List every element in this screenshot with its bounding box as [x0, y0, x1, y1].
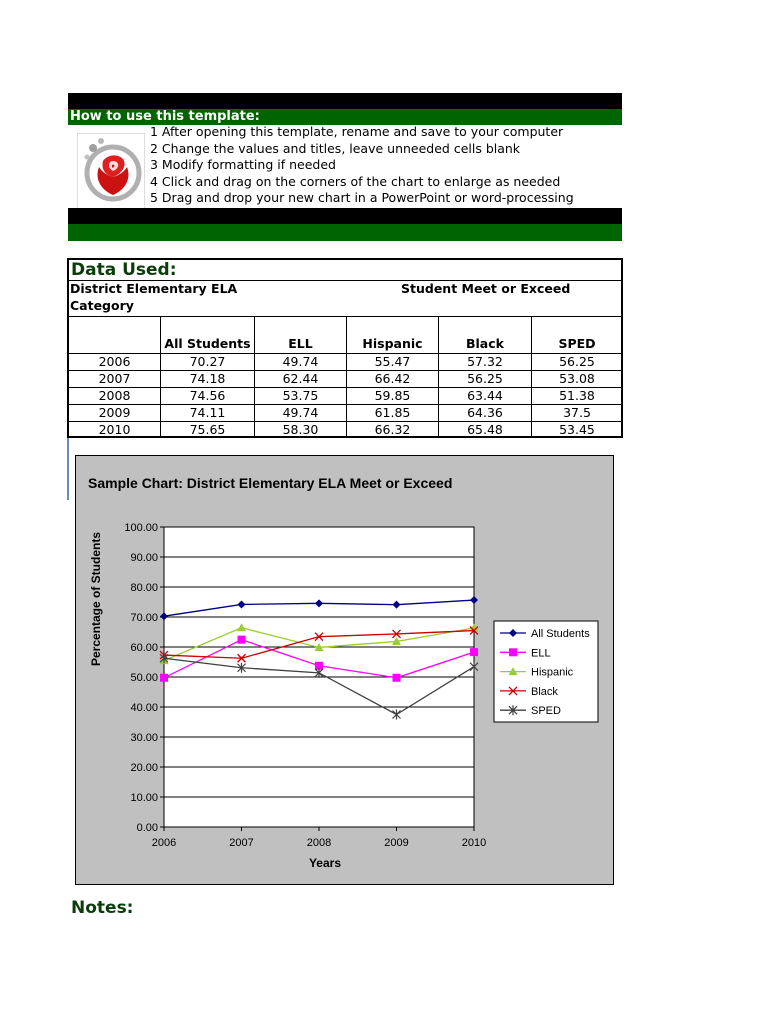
table-cell: 59.85	[374, 388, 411, 403]
x-tick-label: 2008	[306, 837, 332, 849]
data-table	[67, 258, 623, 438]
y-axis-label: Percentage of Students	[89, 531, 103, 667]
y-tick-label: 70.00	[130, 612, 158, 624]
instruction-step: 5 Drag and drop your new chart in a PowerPoint or word-processing	[150, 190, 574, 206]
column-header-all-students: All Students	[164, 336, 251, 351]
instructions-footer-green-bar	[68, 224, 622, 241]
data-table-title: Data Used:	[71, 260, 177, 280]
marker-shape	[160, 674, 168, 682]
column-header-sped: SPED	[558, 336, 596, 351]
table-cell: 37.5	[563, 405, 591, 420]
y-tick-label: 60.00	[130, 642, 158, 654]
row-year: 2008	[98, 388, 131, 403]
table-cell: 74.11	[189, 405, 226, 420]
y-tick-label: 50.00	[130, 672, 158, 684]
table-cell: 56.25	[559, 354, 595, 369]
y-tick-label: 20.00	[130, 762, 158, 774]
table-cell: 53.08	[559, 371, 595, 386]
table-cell: 74.56	[189, 388, 226, 403]
column-header-ell: ELL	[288, 336, 313, 351]
legend-marker	[509, 648, 517, 656]
table-cell: 55.47	[374, 354, 411, 369]
data-table-category-label: Category	[70, 298, 134, 313]
line-chart	[76, 456, 613, 884]
y-tick-label: 0.00	[136, 822, 158, 834]
table-cell: 66.42	[374, 371, 411, 386]
table-cell: 57.32	[467, 354, 503, 369]
instructions-footer-black-bar	[68, 208, 622, 224]
table-cell: 74.18	[189, 371, 226, 386]
table-cell: 63.44	[467, 388, 503, 403]
table-cell: 53.75	[282, 388, 319, 403]
y-tick-label: 40.00	[130, 702, 158, 714]
y-tick-label: 30.00	[130, 732, 158, 744]
table-divider	[69, 316, 621, 317]
table-cell: 53.45	[559, 422, 595, 437]
table-cell: 58.30	[282, 422, 319, 437]
marker-shape	[238, 636, 246, 644]
notes-label: Notes:	[71, 898, 134, 918]
x-tick-label: 2009	[384, 837, 409, 849]
marker-shape	[470, 648, 478, 656]
y-tick-label: 90.00	[130, 552, 158, 564]
table-cell: 75.65	[189, 422, 226, 437]
row-year: 2010	[98, 422, 131, 437]
row-year: 2007	[98, 371, 131, 386]
data-point	[393, 674, 401, 682]
y-tick-label: 80.00	[130, 582, 158, 594]
legend-label: Hispanic	[531, 666, 574, 679]
rose-logo-icon	[77, 133, 145, 209]
table-cell: 64.36	[467, 405, 503, 420]
table-cell: 61.85	[374, 405, 411, 420]
legend-label: ELL	[531, 647, 551, 660]
table-cell: 62.44	[282, 371, 319, 386]
table-cell: 70.27	[189, 354, 226, 369]
x-axis-label: Years	[308, 856, 342, 870]
chart-area[interactable]	[75, 455, 614, 885]
instructions-header: How to use this template:	[68, 109, 622, 125]
data-point	[160, 674, 168, 682]
data-point	[238, 636, 246, 644]
table-cell: 49.74	[282, 354, 319, 369]
table-cell: 56.25	[467, 371, 503, 386]
marker-shape	[393, 674, 401, 682]
column-header-black: Black	[466, 336, 504, 351]
chart-title: Sample Chart: District Elementary ELA Meet or Exceed	[88, 475, 453, 491]
x-tick-label: 2007	[229, 837, 254, 849]
legend-label: SPED	[531, 705, 561, 718]
y-tick-label: 10.00	[130, 792, 158, 804]
row-year: 2009	[98, 405, 131, 420]
marker-shape	[509, 648, 517, 656]
x-tick-label: 2010	[461, 837, 487, 849]
x-tick-label: 2006	[151, 837, 177, 849]
instructions-steps	[150, 124, 574, 207]
legend-label: Black	[531, 685, 558, 698]
row-year: 2006	[98, 354, 131, 369]
data-table-subtitle: District Elementary ELA	[70, 281, 238, 296]
selection-marker	[67, 438, 69, 500]
table-cell: 51.38	[559, 388, 595, 403]
instruction-step: 2 Change the values and titles, leave unneeded cells blank	[150, 140, 521, 156]
top-black-bar	[68, 93, 622, 109]
data-point	[470, 648, 478, 656]
table-cell: 65.48	[467, 422, 503, 437]
instruction-step: 4 Click and drag on the corners of the chart to enlarge as needed	[150, 173, 561, 189]
data-table-measure: Student Meet or Exceed	[401, 281, 571, 296]
table-cell: 49.74	[282, 405, 319, 420]
legend-label: All Students	[531, 628, 590, 640]
instruction-step: 1 After opening this template, rename and save to your computer	[150, 124, 564, 139]
column-header-hispanic: Hispanic	[362, 336, 423, 351]
y-tick-label: 100.00	[124, 522, 158, 534]
table-cell: 66.32	[374, 422, 411, 437]
instruction-step: 3 Modify formatting if needed	[150, 157, 336, 173]
